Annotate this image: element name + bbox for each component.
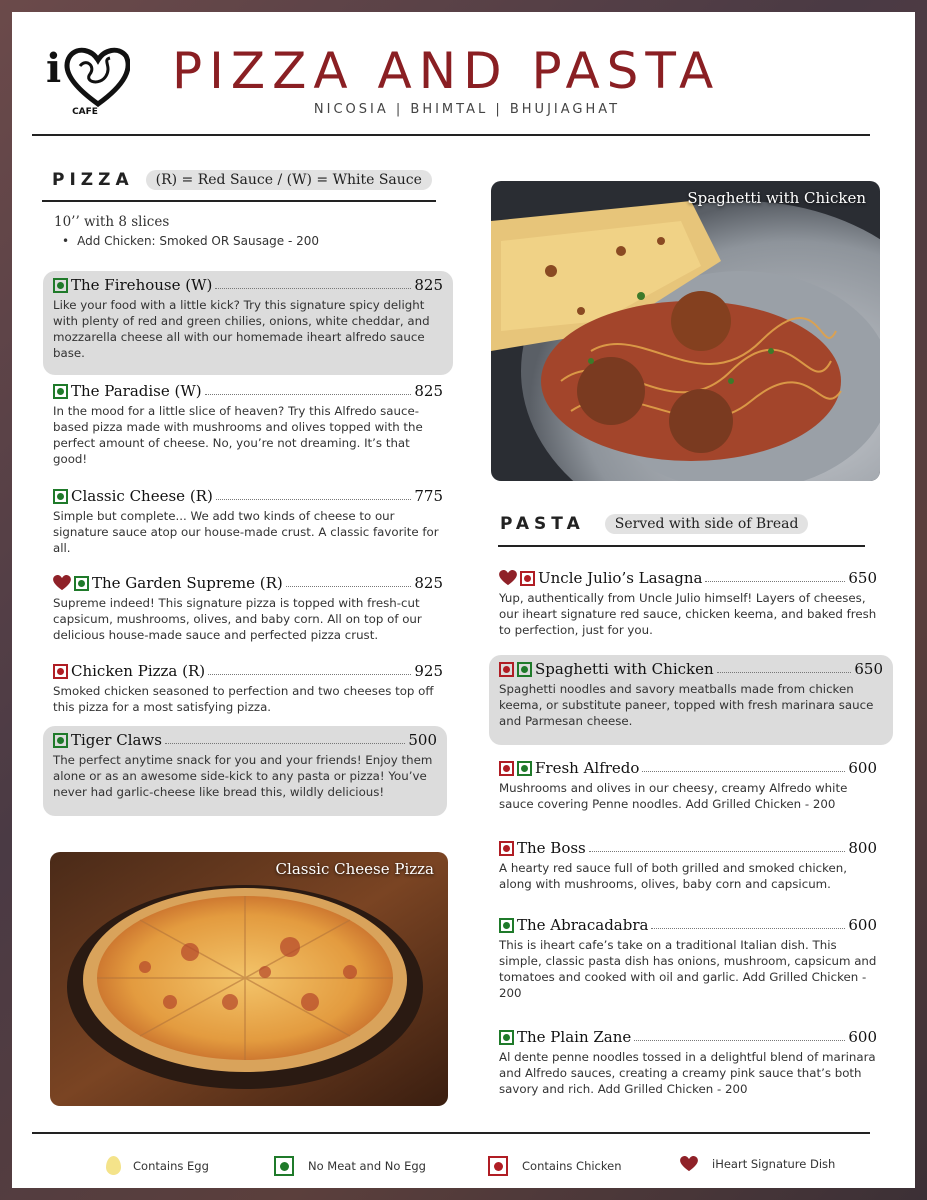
leader-dots — [589, 851, 846, 852]
page-title: PIZZA AND PASTA — [172, 42, 721, 100]
menu-item-name: Tiger Claws — [71, 731, 162, 749]
veg-icon — [53, 733, 68, 748]
menu-item-name: The Abracadabra — [517, 916, 649, 934]
locations: NICOSIA | BHIMTAL | BHUJIAGHAT — [313, 102, 621, 117]
menu-item-price: 600 — [848, 1028, 877, 1046]
menu-item-header — [499, 839, 877, 857]
chicken-icon — [499, 761, 514, 776]
egg-icon — [106, 1156, 121, 1175]
menu-item-description: Mushrooms and olives in our cheesy, creamy Alfredo white sauce covering Penne noodles. Add Grilled Chicken - 200 — [499, 781, 848, 811]
menu-item-header — [499, 660, 883, 678]
pasta-section-header — [500, 514, 808, 534]
menu-item-price: 650 — [854, 660, 883, 678]
menu-item-name: Spaghetti with Chicken — [535, 660, 714, 678]
pizza-photo-caption: Classic Cheese Pizza — [275, 860, 434, 878]
chicken-icon — [53, 664, 68, 679]
leader-dots — [651, 928, 845, 929]
menu-item-header — [53, 382, 443, 400]
heart-icon — [53, 575, 71, 591]
veg-icon — [499, 1030, 514, 1045]
menu-item-header — [499, 916, 877, 934]
menu-item — [489, 1023, 887, 1102]
spaghetti-with-chicken-photo — [491, 181, 880, 481]
menu-item — [43, 657, 453, 720]
pizza-size-info — [54, 214, 444, 248]
menu-item — [489, 754, 887, 817]
menu-item — [43, 726, 447, 816]
menu-item-price: 500 — [408, 731, 437, 749]
menu-item-description: Al dente penne noodles tossed in a delightful blend of marinara and Alfredo sauces, creating a creamy pink sauce that’s both savory and rich. Add Grilled Chicken - 200 — [499, 1050, 876, 1096]
veg-icon — [74, 576, 89, 591]
legend-veg-label: No Meat and No Egg — [308, 1159, 426, 1173]
menu-item-price: 825 — [414, 574, 443, 592]
veg-icon — [517, 662, 532, 677]
menu-item-price: 825 — [414, 276, 443, 294]
svg-text:i: i — [46, 45, 62, 92]
menu-item-header — [53, 276, 443, 294]
menu-item-description: Like your food with a little kick? Try this signature spicy delight with plenty of red and green chilies, onions, white cheddar, and mozzarella cheese all with our homemade iheart alfredo sauce base. — [53, 298, 430, 360]
menu-item — [43, 482, 453, 561]
menu-item-name: The Boss — [517, 839, 586, 857]
pasta-divider — [498, 545, 865, 547]
pasta-section-title: PASTA — [500, 514, 585, 534]
menu-item-name: Classic Cheese (R) — [71, 487, 213, 505]
menu-item — [489, 911, 887, 1006]
menu-item-description: The perfect anytime snack for you and your friends! Enjoy them alone or as an awesome side-kick to any pasta or pizza! You’ve never had garlic-cheese like bread this, wildly delicious! — [53, 753, 433, 799]
cafe-logo — [40, 36, 130, 116]
menu-item — [489, 655, 893, 745]
legend-divider — [32, 1132, 870, 1134]
menu-item-description: Supreme indeed! This signature pizza is topped with fresh-cut capsicum, mushrooms, olives, and baby corn. All on top of our delicious house-made sauce and perfected pizza crust. — [53, 596, 422, 642]
classic-cheese-pizza-photo — [50, 852, 448, 1106]
menu-item-header — [499, 569, 877, 587]
menu-item-price: 650 — [848, 569, 877, 587]
veg-icon — [499, 918, 514, 933]
menu-item-header — [53, 662, 443, 680]
chicken-icon — [499, 841, 514, 856]
menu-item-name: Uncle Julio’s Lasagna — [538, 569, 703, 587]
menu-item-price: 600 — [848, 759, 877, 777]
leader-dots — [642, 771, 845, 772]
menu-item — [489, 834, 887, 897]
leader-dots — [634, 1040, 845, 1041]
menu-item-name: The Garden Supreme (R) — [92, 574, 283, 592]
menu-item-description: Simple but complete... We add two kinds of cheese to our signature sauce atop our house-made crust. A classic favorite for all. — [53, 509, 439, 555]
menu-item-price: 775 — [414, 487, 443, 505]
veg-icon — [517, 761, 532, 776]
menu-item — [43, 377, 453, 472]
menu-item-name: The Paradise (W) — [71, 382, 202, 400]
pasta-note-badge: Served with side of Bread — [605, 514, 809, 534]
legend-veg — [274, 1156, 426, 1176]
leader-dots — [165, 743, 405, 744]
pizza-divider — [42, 200, 436, 202]
legend-egg — [106, 1156, 209, 1175]
menu-item — [489, 564, 887, 643]
leader-dots — [717, 672, 852, 673]
spaghetti-photo-caption: Spaghetti with Chicken — [687, 189, 866, 207]
menu-item-description: Spaghetti noodles and savory meatballs made from chicken keema, or substitute paneer, topped with fresh marinara sauce and Parmesan cheese. — [499, 682, 874, 728]
menu-item — [43, 271, 453, 375]
legend-signature-label: iHeart Signature Dish — [712, 1157, 836, 1171]
menu-item-price: 925 — [414, 662, 443, 680]
menu-item-header — [53, 731, 437, 749]
chicken-icon — [499, 662, 514, 677]
menu-item-description: Yup, authentically from Uncle Julio himself! Layers of cheeses, our iheart signature red sauce, chicken keema, and baked fresh to perfection, just for you. — [499, 591, 877, 637]
menu-item-description: A hearty red sauce full of both grilled and smoked chicken, along with mushrooms, olives, baby corn and capsicum. — [499, 861, 848, 891]
leader-dots — [215, 288, 411, 289]
menu-item-name: Chicken Pizza (R) — [71, 662, 206, 680]
menu-item-name: The Plain Zane — [517, 1028, 632, 1046]
heart-icon — [499, 570, 517, 586]
leader-dots — [208, 674, 411, 675]
menu-item-price: 800 — [848, 839, 877, 857]
chicken-icon — [488, 1156, 508, 1176]
menu-item-name: Fresh Alfredo — [535, 759, 640, 777]
menu-item-header — [53, 574, 443, 592]
header-divider — [32, 134, 870, 136]
logo-text: CAFE — [72, 107, 98, 116]
menu-item-price: 825 — [414, 382, 443, 400]
pizza-section-header — [52, 170, 432, 190]
menu-item-price: 600 — [848, 916, 877, 934]
menu-item-header — [499, 759, 877, 777]
leader-dots — [705, 581, 845, 582]
pizza-size: 10’’ with 8 slices — [54, 214, 170, 230]
leader-dots — [286, 586, 412, 587]
legend-chicken — [488, 1156, 622, 1176]
menu-item-header — [499, 1028, 877, 1046]
veg-icon — [53, 384, 68, 399]
menu-item — [43, 569, 453, 648]
veg-icon — [53, 278, 68, 293]
sauce-key-badge: (R) = Red Sauce / (W) = White Sauce — [146, 170, 432, 190]
menu-item-description: Smoked chicken seasoned to perfection and two cheeses top off this pizza for a most satisfying pizza. — [53, 684, 434, 714]
pizza-section-title: PIZZA — [52, 170, 134, 190]
menu-item-name: The Firehouse (W) — [71, 276, 213, 294]
menu-item-header — [53, 487, 443, 505]
leader-dots — [205, 394, 412, 395]
legend-egg-label: Contains Egg — [133, 1158, 209, 1173]
chicken-icon — [520, 571, 535, 586]
legend-chicken-label: Contains Chicken — [522, 1159, 622, 1173]
pizza-addon: • Add Chicken: Smoked OR Sausage - 200 — [54, 234, 444, 248]
veg-icon — [274, 1156, 294, 1176]
menu-item-description: This is iheart cafe’s take on a traditional Italian dish. This simple, classic pasta dish has onions, mushroom, capsicum and tomatoes and cooked with oil and garlic. Add Grilled Chicken - 200 — [499, 938, 877, 1000]
legend-signature — [680, 1156, 835, 1172]
leader-dots — [216, 499, 412, 500]
menu-item-description: In the mood for a little slice of heaven? Try this Alfredo sauce-based pizza made with mushrooms and olives topped with the perfect amount of cheese. No, you’re not dreaming. It’s that good! — [53, 404, 423, 466]
heart-icon — [680, 1156, 698, 1172]
veg-icon — [53, 489, 68, 504]
